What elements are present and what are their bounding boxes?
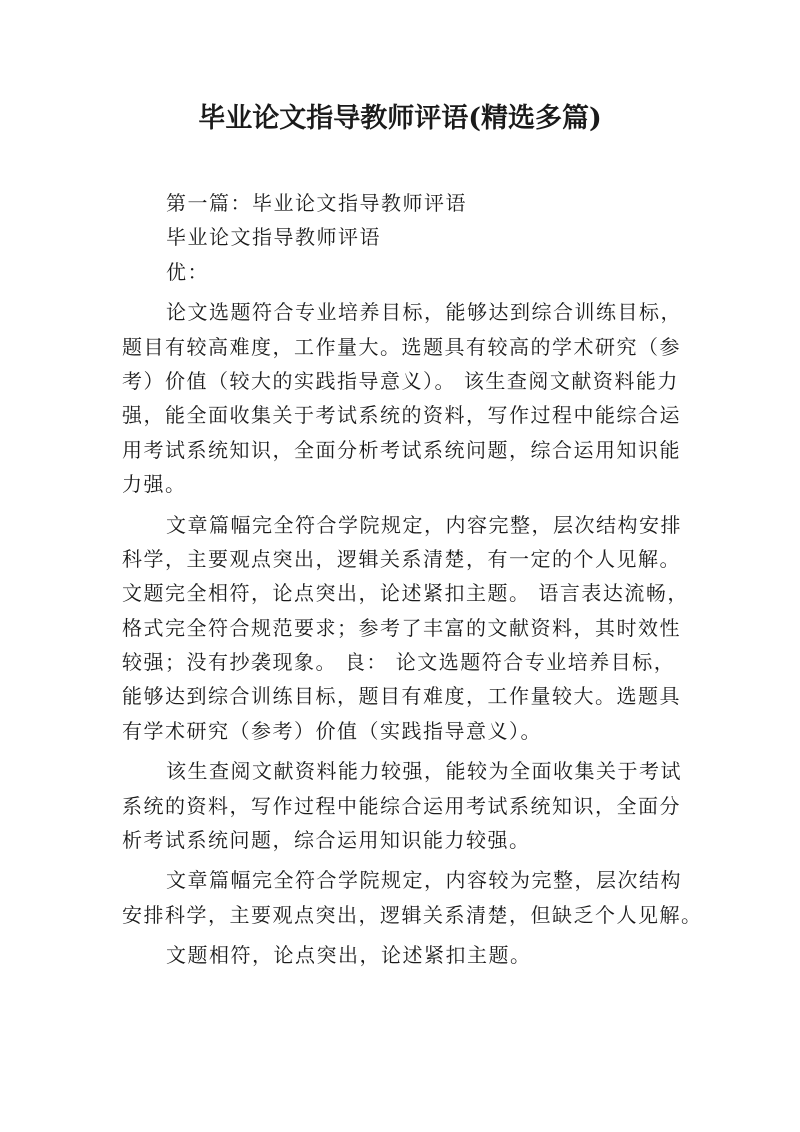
document-body	[122, 186, 703, 973]
document-title: 毕业论文指导教师评语(精选多篇)	[198, 103, 602, 134]
paragraph-line: 题目有较高难度，工作量大。选题具有较高的学术研究（参	[122, 334, 681, 359]
subheading: 毕业论文指导教师评语	[166, 225, 381, 250]
paragraph-line: 格式完全符合规范要求；参考了丰富的文献资料，其时效性	[122, 615, 681, 640]
grade-label-excellent: 优：	[166, 259, 209, 284]
paragraph-line: 较强；没有抄袭现象。 良： 论文选题符合专业培养目标，	[122, 650, 676, 675]
paragraph-line: 强，能全面收集关于考试系统的资料，写作过程中能综合运	[122, 403, 681, 428]
paragraph-line: 安排科学，主要观点突出，逻辑关系清楚，但缺乏个人见解。	[122, 902, 703, 927]
paragraph-line: 用考试系统知识，全面分析考试系统问题，综合运用知识能	[122, 437, 681, 462]
paragraph-line: 科学，主要观点突出，逻辑关系清楚，有一定的个人见解。	[122, 546, 681, 571]
paragraph-line: 该生查阅文献资料能力较强，能较为全面收集关于考试	[166, 759, 682, 784]
paragraph-line: 文章篇幅完全符合学院规定，内容完整，层次结构安排	[166, 512, 682, 537]
section-heading: 第一篇：毕业论文指导教师评语	[166, 191, 467, 215]
paragraph-line: 文题完全相符，论点突出，论述紧扣主题。 语言表达流畅，	[122, 581, 689, 606]
paragraph-line: 能够达到综合训练目标，题目有难度，工作量较大。选题具	[122, 684, 681, 709]
paragraph-line: 力强。	[122, 472, 187, 497]
paragraph-line: 文题相符，论点突出，论述紧扣主题。	[166, 943, 532, 968]
paragraph-line: 析考试系统问题，综合运用知识能力较强。	[122, 828, 531, 853]
paragraph-line: 有学术研究（参考）价值（实践指导意义）。	[122, 718, 542, 743]
paragraph-line: 文章篇幅完全符合学院规定，内容较为完整，层次结构	[166, 868, 682, 893]
paragraph-line: 系统的资料，写作过程中能综合运用考试系统知识，全面分	[122, 793, 681, 818]
paragraph-line: 考）价值（较大的实践指导意义）。 该生查阅文献资料能力	[122, 368, 679, 393]
paragraph-line: 论文选题符合专业培养目标，能够达到综合训练目标，	[166, 300, 682, 325]
